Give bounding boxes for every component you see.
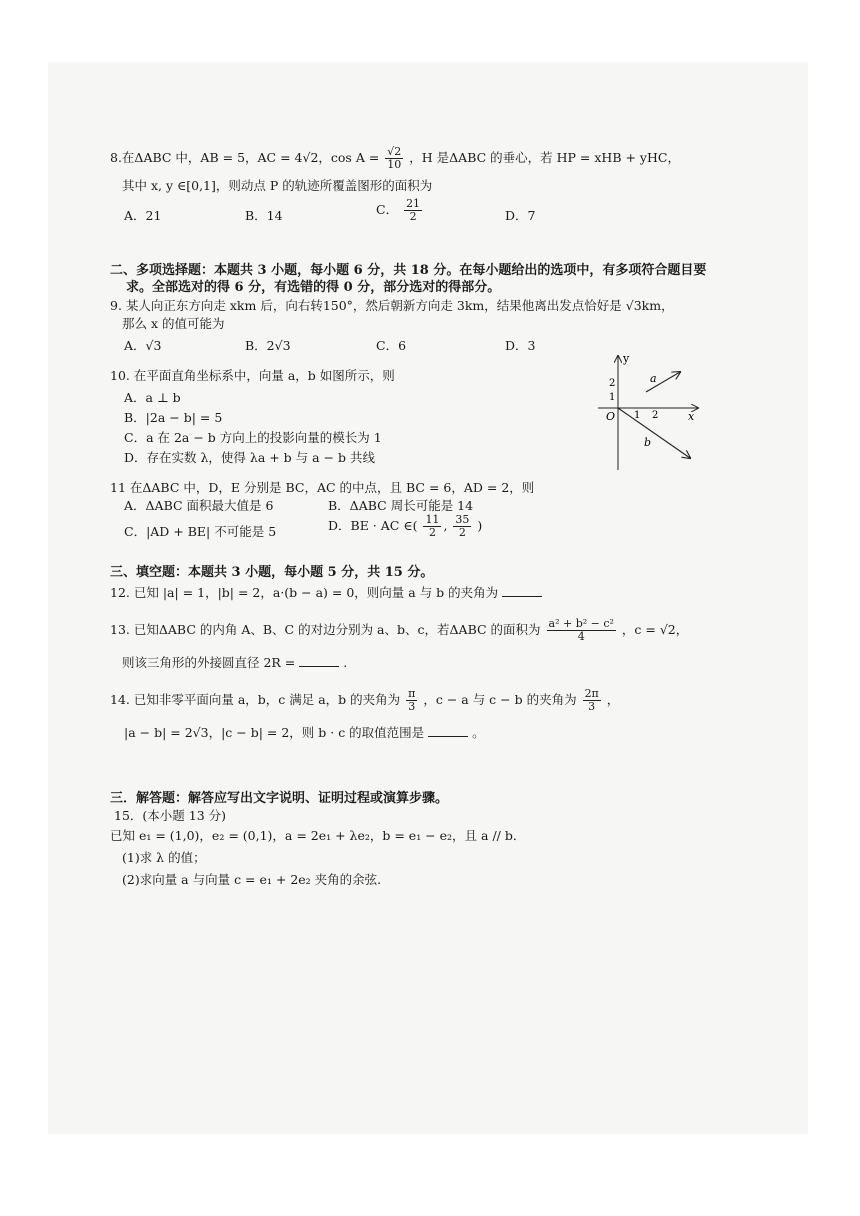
q13-area-fraction <box>547 618 616 643</box>
q12-line <box>110 584 542 601</box>
q9-option-c: C．6 <box>376 338 407 353</box>
q11-option-d-d1: 2 <box>428 526 436 539</box>
q8-option-c-fraction <box>404 198 422 223</box>
q13-line2-a: 则该三角形的外接圆直径 2R = <box>122 655 296 670</box>
q13-line1 <box>110 618 688 643</box>
q10-vector-figure <box>590 352 710 472</box>
q13-line1-a: 13. 已知ΔABC 的内角 A、B、C 的对边分别为 a、b、c，若ΔABC 的面积为 <box>110 622 541 637</box>
q13-line1-b: ，c = √2， <box>621 622 689 637</box>
q14-angle2-fraction <box>583 688 601 713</box>
q8-option-a: A．21 <box>124 208 162 223</box>
q14-f2-den: 3 <box>588 700 596 713</box>
q9-option-b: B．2√3 <box>245 338 291 353</box>
q13-line2-b: . <box>343 655 348 670</box>
q11-option-d-n1: 11 <box>425 513 440 526</box>
q10-option-c: C．a 在 2a − b 方向上的投影向量的模长为 1 <box>124 430 382 445</box>
q11-option-d-prefix: D．BE · AC ∈( <box>328 518 418 533</box>
q8-line1-a: 8.在ΔABC 中，AB = 5，AC = 4√2，cos A = <box>110 150 380 165</box>
q8-option-c-num: 21 <box>406 197 421 210</box>
q15-line1: 已知 e₁ = (1,0)，e₂ = (0,1)，a = 2e₁ + λe₂，b = e₁ − e₂，且 a // b． <box>110 828 526 843</box>
q14-line1-b: ，c − a 与 c − b 的夹角为 <box>423 692 577 707</box>
q8-line1-b: ，H 是ΔABC 的垂心，若 HP = xHB + yHC， <box>409 150 680 165</box>
section3-title: 三、填空题：本题共 3 小题，每小题 5 分，共 15 分。 <box>110 565 434 580</box>
q14-line2-a: |a − b| = 2√3，|c − b| = 2，则 b · c 的取值范围是 <box>124 725 425 740</box>
q9-option-d: D．3 <box>505 338 536 353</box>
q13-frac-num: a² + b² − c² <box>548 617 614 630</box>
q11-option-c: C．|AD + BE| 不可能是 5 <box>124 524 277 539</box>
q10-tick-x2: 2 <box>652 410 659 421</box>
q8-option-b: B．14 <box>245 208 283 223</box>
q10-tick-y2: 2 <box>609 378 616 389</box>
q14-f1-num: π <box>408 687 416 700</box>
q13-answer-blank[interactable] <box>299 654 339 667</box>
q11-line1: 11 在ΔABC 中，D，E 分别是 BC，AC 的中点，且 BC = 6，AD = 2，则 <box>110 480 535 495</box>
q8-option-c <box>376 198 424 223</box>
q14-f2-num: 2π <box>584 687 599 700</box>
q8-option-c-prefix: C． <box>376 202 399 217</box>
q8-cos-num: √2 <box>387 145 402 158</box>
q10-x-label: x <box>688 410 695 423</box>
q8-option-d: D．7 <box>505 208 536 223</box>
q11-option-d-n2: 35 <box>455 513 470 526</box>
q10-line1: 10. 在平面直角坐标系中，向量 a，b 如图所示，则 <box>110 368 395 383</box>
q10-vector-a-label: a <box>650 372 657 385</box>
q10-option-a: A．a ⊥ b <box>124 390 181 405</box>
q8-option-c-den: 2 <box>409 210 417 223</box>
q14-line1-c: ， <box>606 692 620 707</box>
q10-tick-x1: 1 <box>634 410 641 421</box>
q15-header: 15．(本小题 13 分) <box>114 808 227 823</box>
section4-title: 三．解答题：解答应写出文字说明、证明过程或演算步骤。 <box>110 791 449 806</box>
q11-option-a: A．ΔABC 面积最大值是 6 <box>124 498 274 513</box>
q14-f1-den: 3 <box>408 700 416 713</box>
q12-answer-blank[interactable] <box>502 584 542 597</box>
q8-cos-den: 10 <box>387 158 402 171</box>
q15-part2: (2)求向量 a 与向量 c = e₁ + 2e₂ 夹角的余弦. <box>122 872 382 887</box>
q10-origin-label: O <box>606 410 616 423</box>
q10-vector-b-label: b <box>644 436 652 449</box>
q10-option-d: D．存在实数 λ，使得 λa + b 与 a − b 共线 <box>124 450 375 465</box>
q14-angle1-fraction <box>406 688 417 713</box>
q15-part1: (1)求 λ 的值； <box>122 850 206 865</box>
q14-line2-b: 。 <box>472 725 485 740</box>
q14-line2 <box>124 724 485 741</box>
q11-option-d-frac1 <box>423 514 441 539</box>
q10-y-label: y <box>623 352 630 365</box>
q11-option-d-suffix: ) <box>477 518 483 533</box>
q9-option-a: A．√3 <box>124 338 162 353</box>
q14-line1-a: 14. 已知非零平面向量 a，b，c 满足 a，b 的夹角为 <box>110 692 401 707</box>
q11-option-d-d2: 2 <box>458 526 466 539</box>
q11-option-b: B．ΔABC 周长可能是 14 <box>328 498 474 513</box>
section2-line2: 求。全部选对的得 6 分，有选错的得 0 分，部分选对的得部分。 <box>126 280 501 295</box>
q8-line1 <box>110 146 680 171</box>
q14-line1 <box>110 688 619 713</box>
q12-text: 12. 已知 |a| = 1，|b| = 2，a·(b − a) = 0，则向量 a 与 b 的夹角为 <box>110 585 499 600</box>
q13-frac-den: 4 <box>577 630 585 643</box>
q13-line2 <box>122 654 347 671</box>
q10-tick-y1: 1 <box>609 392 616 403</box>
q9-line2: 那么 x 的值可能为 <box>122 316 225 331</box>
section2-line1: 二、多项选择题：本题共 3 小题，每小题 6 分，共 18 分。在每小题给出的选项中，有多项符合题目要 <box>110 263 707 278</box>
q11-option-d: D．BE · AC ∈( $\frac{11}{2}$ , $\frac{35}{2}$ ) <box>328 513 483 539</box>
q8-line2: 其中 x, y ∈[0,1]，则动点 P 的轨迹所覆盖图形的面积为 <box>122 178 433 193</box>
q11-option-d-frac2 <box>453 514 471 539</box>
q9-line1: 9. 某人向正东方向走 xkm 后，向右转150°，然后朝新方向走 3km，结果他离出发点恰好是 √3km， <box>110 298 674 313</box>
q10-option-b: B．|2a − b| = 5 <box>124 410 223 425</box>
q14-answer-blank[interactable] <box>428 724 468 737</box>
q8-cos-fraction <box>385 146 403 171</box>
